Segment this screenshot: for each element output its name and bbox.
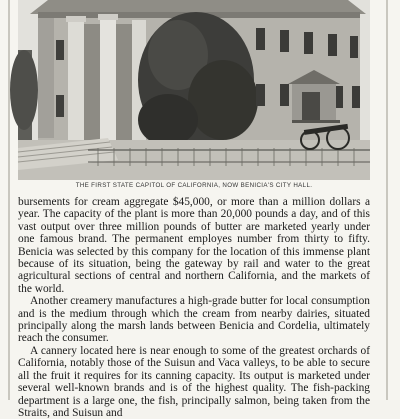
right-margin-rule <box>386 0 388 400</box>
left-margin-rule <box>8 0 10 400</box>
paragraph: bursements for cream aggregate $45,000, or more than a million dollars a year. The capacity of the plant is more than 20,000 pounds a day, and of this vast output over three million pounds of butter are marketed yearly under one famous brand. The permanent employes number from thirty to fifty. Benicia was selected by this company for the location of this immense plant because of its situation, being the gateway by rail and water to the great agricultural sections of central and northern California, and the markets of the world. <box>18 196 370 295</box>
paragraph: Another creamery manufactures a high-grade butter for local consumption and is the medium through which the cream from nearby dairies, situated principally along the marsh lands between Benicia and Cordelia, ultimately reach the consumer. <box>18 295 370 345</box>
paragraph: A cannery located here is near enough to some of the greatest orchards of California, notably those of the Suisun and Vaca valleys, to be able to secure all the fruit it requires for its canning capacity. Its output is marketed under several well-known brands and is of the highest quality. The fish-packing department is a large one, the fish, principally salmon, being taken from the Straits, and Suisun and <box>18 344 370 419</box>
capitol-photo <box>18 0 370 180</box>
photo-caption: THE FIRST STATE CAPITOL OF CALIFORNIA, NOW BENICIA'S CITY HALL. <box>75 182 313 189</box>
article-body <box>18 196 370 419</box>
